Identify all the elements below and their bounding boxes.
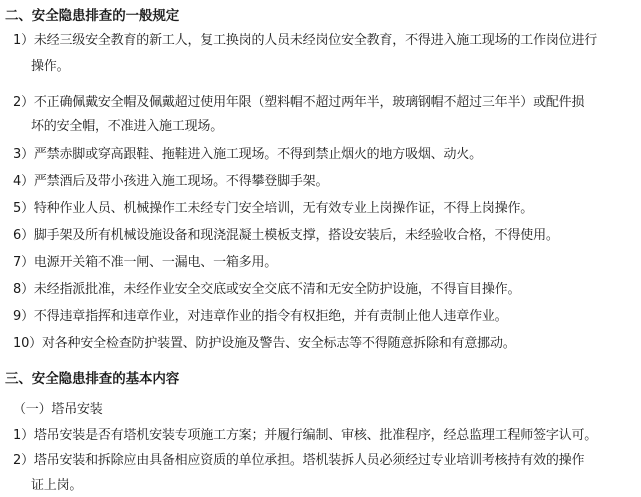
list-item-line: 6）脚手架及所有机械设施设备和现浇混凝土模板支撑，搭设安装后，未经验收合格，不得使用。 <box>13 228 559 243</box>
section-heading-general-rules: 二、安全隐患排查的一般规定 <box>5 8 180 24</box>
list-item-line: 2）塔吊安装和拆除应由具备相应资质的单位承担。塔机装拆人员必须经过专业培训考核持有效的操作 <box>13 453 585 468</box>
list-item-line: 7）电源开关箱不准一闸、一漏电、一箱多用。 <box>13 255 278 270</box>
list-item-line: 1）塔吊安装是否有塔机安装专项施工方案；并履行编制、审核、批准程序，经总监理工程师签字认可。 <box>13 428 598 443</box>
list-item-line: 1）未经三级安全教育的新工人，复工换岗的人员未经岗位安全教育，不得进入施工现场的工作岗位进行 <box>13 33 598 48</box>
list-item-line: 4）严禁酒后及带小孩进入施工现场。不得攀登脚手架。 <box>13 174 329 189</box>
list-item-line: 8）未经指派批准，未经作业安全交底或安全交底不清和无安全防护设施，不得盲目操作。 <box>13 282 521 297</box>
list-item-line: 2）不正确佩戴安全帽及佩戴超过使用年限（塑料帽不超过两年半，玻璃钢帽不超过三年半）或配件损 <box>13 95 585 110</box>
section-heading-basic-content: 三、安全隐患排查的基本内容 <box>5 371 180 387</box>
list-item-line: 9）不得违章指挥和违章作业，对违章作业的指令有权拒绝，并有责制止他人违章作业。 <box>13 309 508 324</box>
list-item-line: 10）对各种安全检查防护装置、防护设施及警告、安全标志等不得随意拆除和有意挪动。 <box>13 336 516 351</box>
list-item-line: 3）严禁赤脚或穿高跟鞋、拖鞋进入施工现场。不得到禁止烟火的地方吸烟、动火。 <box>13 147 482 162</box>
sub-heading-tower-crane: （一）塔吊安装 <box>13 402 103 417</box>
list-item-line: 操作。 <box>31 59 70 74</box>
list-item-line: 坏的安全帽，不准进入施工现场。 <box>31 119 224 134</box>
list-item-line: 证上岗。 <box>31 478 83 493</box>
list-item-line: 5）特种作业人员、机械操作工未经专门安全培训，无有效专业上岗操作证，不得上岗操作。 <box>13 201 534 216</box>
